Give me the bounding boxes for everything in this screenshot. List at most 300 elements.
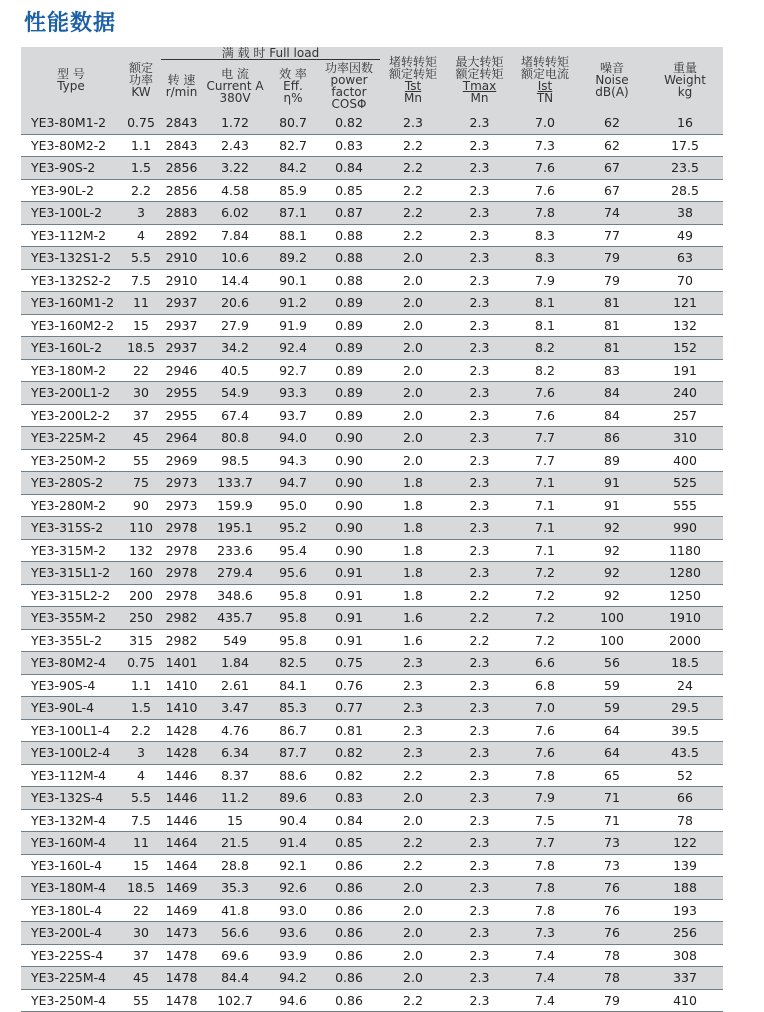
power-factor-cell: 0.90 (318, 449, 380, 472)
ist-ratio-cell: 7.6 (513, 404, 577, 427)
noise-cell: 91 (577, 472, 647, 495)
current-cell: 6.34 (202, 742, 268, 765)
efficiency-cell: 93.7 (268, 404, 318, 427)
power-factor-cell: 0.86 (318, 922, 380, 945)
type-cell: YE3-315L2-2 (21, 584, 121, 607)
tst-ratio-cell: 2.2 (380, 224, 446, 247)
speed-cell: 2892 (161, 224, 202, 247)
tmax-ratio-cell: 2.3 (446, 494, 513, 517)
weight-cell: 132 (647, 314, 723, 337)
noise-cell: 67 (577, 179, 647, 202)
noise-cell: 73 (577, 832, 647, 855)
power-factor-cell: 0.88 (318, 247, 380, 270)
speed-cell: 1446 (161, 787, 202, 810)
weight-cell: 191 (647, 359, 723, 382)
table-row (21, 629, 723, 652)
tmax-ratio-cell: 2.3 (446, 157, 513, 180)
tst-ratio-cell: 2.2 (380, 854, 446, 877)
ist-ratio-cell: 8.2 (513, 359, 577, 382)
speed-cell: 2856 (161, 179, 202, 202)
current-cell: 4.58 (202, 179, 268, 202)
table-row (21, 314, 723, 337)
table-row (21, 697, 723, 720)
tmax-ratio-cell: 2.3 (446, 382, 513, 405)
speed-cell: 1469 (161, 899, 202, 922)
power-factor-cell: 0.86 (318, 854, 380, 877)
power-factor-cell: 0.91 (318, 629, 380, 652)
type-cell: YE3-200L-4 (21, 922, 121, 945)
current-cell: 435.7 (202, 607, 268, 630)
power-factor-cell: 0.90 (318, 427, 380, 450)
ist-ratio-cell: 7.9 (513, 787, 577, 810)
tst-ratio-cell: 2.2 (380, 764, 446, 787)
power-factor-cell: 0.90 (318, 494, 380, 517)
current-cell: 348.6 (202, 584, 268, 607)
efficiency-cell: 87.7 (268, 742, 318, 765)
header-power-factor: 功率因数 power factor COSΦ (318, 60, 380, 113)
tst-ratio-cell: 2.0 (380, 247, 446, 270)
power-factor-cell: 0.84 (318, 157, 380, 180)
noise-cell: 74 (577, 202, 647, 225)
header-tst: 堵转转矩 额定转矩 Tst Mn (380, 47, 446, 112)
efficiency-cell: 92.6 (268, 877, 318, 900)
tmax-ratio-cell: 2.2 (446, 607, 513, 630)
efficiency-cell: 82.5 (268, 652, 318, 675)
tmax-ratio-cell: 2.2 (446, 584, 513, 607)
power-factor-cell: 0.85 (318, 832, 380, 855)
table-row (21, 112, 723, 134)
ist-ratio-cell: 7.6 (513, 742, 577, 765)
noise-cell: 67 (577, 157, 647, 180)
speed-cell: 2978 (161, 584, 202, 607)
tst-ratio-cell: 2.0 (380, 404, 446, 427)
tmax-ratio-cell: 2.3 (446, 359, 513, 382)
current-cell: 84.4 (202, 967, 268, 990)
type-cell: YE3-180L-4 (21, 899, 121, 922)
table-row (21, 832, 723, 855)
weight-cell: 1250 (647, 584, 723, 607)
noise-cell: 62 (577, 134, 647, 157)
table-row (21, 854, 723, 877)
efficiency-cell: 95.6 (268, 562, 318, 585)
table-row (21, 742, 723, 765)
power-factor-cell: 0.82 (318, 764, 380, 787)
power-factor-cell: 0.90 (318, 539, 380, 562)
tst-ratio-cell: 2.2 (380, 989, 446, 1012)
type-cell: YE3-90S-4 (21, 674, 121, 697)
noise-cell: 79 (577, 247, 647, 270)
efficiency-cell: 95.8 (268, 607, 318, 630)
header-type: 型 号 Type (21, 47, 121, 112)
power-factor-cell: 0.91 (318, 562, 380, 585)
ist-ratio-cell: 7.7 (513, 427, 577, 450)
tmax-ratio-cell: 2.3 (446, 922, 513, 945)
tst-ratio-cell: 2.2 (380, 157, 446, 180)
noise-cell: 89 (577, 449, 647, 472)
power-cell: 55 (121, 989, 161, 1012)
weight-cell: 193 (647, 899, 723, 922)
speed-cell: 2978 (161, 539, 202, 562)
tst-ratio-cell: 2.3 (380, 674, 446, 697)
ist-ratio-cell: 6.6 (513, 652, 577, 675)
tst-ratio-cell: 2.0 (380, 899, 446, 922)
weight-cell: 188 (647, 877, 723, 900)
current-cell: 67.4 (202, 404, 268, 427)
tmax-ratio-cell: 2.3 (446, 517, 513, 540)
speed-cell: 2843 (161, 134, 202, 157)
tmax-ratio-cell: 2.3 (446, 944, 513, 967)
table-row (21, 809, 723, 832)
table-row (21, 787, 723, 810)
ist-ratio-cell: 8.3 (513, 247, 577, 270)
tst-ratio-cell: 2.2 (380, 134, 446, 157)
noise-cell: 76 (577, 899, 647, 922)
power-factor-cell: 0.88 (318, 269, 380, 292)
ist-ratio-cell: 7.0 (513, 697, 577, 720)
weight-cell: 29.5 (647, 697, 723, 720)
table-row (21, 179, 723, 202)
weight-cell: 18.5 (647, 652, 723, 675)
power-cell: 7.5 (121, 269, 161, 292)
noise-cell: 92 (577, 539, 647, 562)
weight-cell: 152 (647, 337, 723, 360)
power-factor-cell: 0.87 (318, 202, 380, 225)
power-factor-cell: 0.89 (318, 359, 380, 382)
efficiency-cell: 95.4 (268, 539, 318, 562)
ist-ratio-cell: 6.8 (513, 674, 577, 697)
efficiency-cell: 94.2 (268, 967, 318, 990)
power-cell: 75 (121, 472, 161, 495)
speed-cell: 2937 (161, 292, 202, 315)
tst-ratio-cell: 2.0 (380, 449, 446, 472)
ist-ratio-cell: 7.4 (513, 944, 577, 967)
table-row (21, 472, 723, 495)
speed-cell: 2883 (161, 202, 202, 225)
type-cell: YE3-90S-2 (21, 157, 121, 180)
header-current: 电 流 Current A 380V (202, 60, 268, 113)
noise-cell: 84 (577, 404, 647, 427)
noise-cell: 83 (577, 359, 647, 382)
speed-cell: 2978 (161, 562, 202, 585)
power-cell: 11 (121, 832, 161, 855)
speed-cell: 2937 (161, 337, 202, 360)
table-row (21, 269, 723, 292)
efficiency-cell: 92.4 (268, 337, 318, 360)
power-cell: 5.5 (121, 787, 161, 810)
type-cell: YE3-200L1-2 (21, 382, 121, 405)
ist-ratio-cell: 7.9 (513, 269, 577, 292)
speed-cell: 1446 (161, 764, 202, 787)
speed-cell: 2843 (161, 112, 202, 134)
efficiency-cell: 80.7 (268, 112, 318, 134)
efficiency-cell: 93.3 (268, 382, 318, 405)
power-cell: 1.1 (121, 674, 161, 697)
tst-ratio-cell: 2.0 (380, 337, 446, 360)
tmax-ratio-cell: 2.3 (446, 719, 513, 742)
type-cell: YE3-132S2-2 (21, 269, 121, 292)
efficiency-cell: 94.3 (268, 449, 318, 472)
weight-cell: 1280 (647, 562, 723, 585)
tst-ratio-cell: 2.3 (380, 719, 446, 742)
type-cell: YE3-112M-4 (21, 764, 121, 787)
power-factor-cell: 0.76 (318, 674, 380, 697)
power-cell: 11 (121, 292, 161, 315)
ist-ratio-cell: 7.6 (513, 157, 577, 180)
tmax-ratio-cell: 2.3 (446, 697, 513, 720)
noise-cell: 76 (577, 922, 647, 945)
speed-cell: 2955 (161, 382, 202, 405)
type-cell: YE3-180M-2 (21, 359, 121, 382)
speed-cell: 1473 (161, 922, 202, 945)
power-cell: 132 (121, 539, 161, 562)
type-cell: YE3-80M2-4 (21, 652, 121, 675)
weight-cell: 990 (647, 517, 723, 540)
power-factor-cell: 0.89 (318, 404, 380, 427)
current-cell: 98.5 (202, 449, 268, 472)
weight-cell: 139 (647, 854, 723, 877)
noise-cell: 77 (577, 224, 647, 247)
header-efficiency: 效 率 Eff. η% (268, 60, 318, 113)
current-cell: 41.8 (202, 899, 268, 922)
power-factor-cell: 0.91 (318, 607, 380, 630)
power-factor-cell: 0.89 (318, 292, 380, 315)
power-cell: 1.5 (121, 157, 161, 180)
noise-cell: 78 (577, 944, 647, 967)
tmax-ratio-cell: 2.3 (446, 809, 513, 832)
power-cell: 55 (121, 449, 161, 472)
efficiency-cell: 95.2 (268, 517, 318, 540)
current-cell: 6.02 (202, 202, 268, 225)
noise-cell: 92 (577, 517, 647, 540)
ist-ratio-cell: 8.2 (513, 337, 577, 360)
efficiency-cell: 85.3 (268, 697, 318, 720)
power-factor-cell: 0.90 (318, 517, 380, 540)
table-row (21, 607, 723, 630)
current-cell: 8.37 (202, 764, 268, 787)
tst-ratio-cell: 2.0 (380, 427, 446, 450)
current-cell: 27.9 (202, 314, 268, 337)
noise-cell: 100 (577, 629, 647, 652)
tmax-ratio-cell: 2.2 (446, 629, 513, 652)
type-cell: YE3-90L-4 (21, 697, 121, 720)
tmax-ratio-cell: 2.3 (446, 247, 513, 270)
efficiency-cell: 90.4 (268, 809, 318, 832)
type-cell: YE3-160M2-2 (21, 314, 121, 337)
table-row (21, 989, 723, 1012)
weight-cell: 63 (647, 247, 723, 270)
power-factor-cell: 0.85 (318, 179, 380, 202)
tst-ratio-cell: 2.0 (380, 809, 446, 832)
current-cell: 3.22 (202, 157, 268, 180)
tst-ratio-cell: 1.8 (380, 517, 446, 540)
weight-cell: 240 (647, 382, 723, 405)
noise-cell: 78 (577, 967, 647, 990)
current-cell: 3.47 (202, 697, 268, 720)
header-power: 额定 功率 KW (121, 47, 161, 112)
efficiency-cell: 89.6 (268, 787, 318, 810)
noise-cell: 79 (577, 989, 647, 1012)
weight-cell: 70 (647, 269, 723, 292)
ist-ratio-cell: 7.6 (513, 719, 577, 742)
tmax-ratio-cell: 2.3 (446, 832, 513, 855)
noise-cell: 71 (577, 787, 647, 810)
power-factor-cell: 0.89 (318, 337, 380, 360)
tst-ratio-cell: 2.2 (380, 179, 446, 202)
ist-ratio-cell: 7.8 (513, 854, 577, 877)
power-cell: 30 (121, 922, 161, 945)
table-row (21, 584, 723, 607)
speed-cell: 2856 (161, 157, 202, 180)
efficiency-cell: 92.1 (268, 854, 318, 877)
speed-cell: 1478 (161, 989, 202, 1012)
noise-cell: 86 (577, 427, 647, 450)
ist-ratio-cell: 7.5 (513, 809, 577, 832)
noise-cell: 92 (577, 562, 647, 585)
speed-cell: 2910 (161, 269, 202, 292)
current-cell: 20.6 (202, 292, 268, 315)
speed-cell: 1428 (161, 742, 202, 765)
tst-ratio-cell: 2.0 (380, 382, 446, 405)
type-cell: YE3-315S-2 (21, 517, 121, 540)
current-cell: 279.4 (202, 562, 268, 585)
speed-cell: 1401 (161, 652, 202, 675)
current-cell: 2.61 (202, 674, 268, 697)
table-row (21, 764, 723, 787)
weight-cell: 555 (647, 494, 723, 517)
ist-ratio-cell: 8.3 (513, 224, 577, 247)
tmax-ratio-cell: 2.3 (446, 427, 513, 450)
speed-cell: 1469 (161, 877, 202, 900)
ist-ratio-cell: 7.0 (513, 112, 577, 134)
noise-cell: 81 (577, 314, 647, 337)
tmax-ratio-cell: 2.3 (446, 989, 513, 1012)
current-cell: 11.2 (202, 787, 268, 810)
weight-cell: 121 (647, 292, 723, 315)
noise-cell: 79 (577, 269, 647, 292)
table-row (21, 944, 723, 967)
type-cell: YE3-355M-2 (21, 607, 121, 630)
ist-ratio-cell: 8.1 (513, 314, 577, 337)
weight-cell: 310 (647, 427, 723, 450)
ist-ratio-cell: 8.1 (513, 292, 577, 315)
speed-cell: 1446 (161, 809, 202, 832)
efficiency-cell: 95.8 (268, 629, 318, 652)
noise-cell: 81 (577, 292, 647, 315)
header-full-load: 满 载 时 Full load (161, 47, 380, 60)
current-cell: 1.72 (202, 112, 268, 134)
header-weight: 重量 Weight kg (647, 47, 723, 112)
power-cell: 0.75 (121, 112, 161, 134)
power-factor-cell: 0.75 (318, 652, 380, 675)
weight-cell: 1910 (647, 607, 723, 630)
tst-ratio-cell: 1.6 (380, 607, 446, 630)
tst-ratio-cell: 1.6 (380, 629, 446, 652)
power-factor-cell: 0.89 (318, 382, 380, 405)
type-cell: YE3-180M-4 (21, 877, 121, 900)
ist-ratio-cell: 7.8 (513, 899, 577, 922)
ist-ratio-cell: 7.4 (513, 989, 577, 1012)
current-cell: 69.6 (202, 944, 268, 967)
table-row (21, 382, 723, 405)
weight-cell: 17.5 (647, 134, 723, 157)
weight-cell: 410 (647, 989, 723, 1012)
type-cell: YE3-112M-2 (21, 224, 121, 247)
tst-ratio-cell: 1.8 (380, 584, 446, 607)
tmax-ratio-cell: 2.3 (446, 764, 513, 787)
weight-cell: 122 (647, 832, 723, 855)
current-cell: 54.9 (202, 382, 268, 405)
noise-cell: 64 (577, 742, 647, 765)
power-cell: 3 (121, 202, 161, 225)
efficiency-cell: 85.9 (268, 179, 318, 202)
power-cell: 22 (121, 359, 161, 382)
speed-cell: 1464 (161, 832, 202, 855)
weight-cell: 78 (647, 809, 723, 832)
type-cell: YE3-160L-2 (21, 337, 121, 360)
power-cell: 3 (121, 742, 161, 765)
efficiency-cell: 91.2 (268, 292, 318, 315)
power-factor-cell: 0.82 (318, 112, 380, 134)
power-cell: 200 (121, 584, 161, 607)
weight-cell: 337 (647, 967, 723, 990)
current-cell: 1.84 (202, 652, 268, 675)
tst-ratio-cell: 2.3 (380, 112, 446, 134)
ist-ratio-cell: 7.3 (513, 134, 577, 157)
speed-cell: 2910 (161, 247, 202, 270)
power-factor-cell: 0.86 (318, 877, 380, 900)
efficiency-cell: 88.1 (268, 224, 318, 247)
current-cell: 233.6 (202, 539, 268, 562)
tst-ratio-cell: 2.0 (380, 314, 446, 337)
table-row (21, 719, 723, 742)
tst-ratio-cell: 2.0 (380, 292, 446, 315)
table-row (21, 337, 723, 360)
efficiency-cell: 90.1 (268, 269, 318, 292)
tst-ratio-cell: 2.0 (380, 967, 446, 990)
speed-cell: 1478 (161, 967, 202, 990)
power-cell: 45 (121, 427, 161, 450)
tst-ratio-cell: 1.8 (380, 539, 446, 562)
type-cell: YE3-80M1-2 (21, 112, 121, 134)
noise-cell: 56 (577, 652, 647, 675)
type-cell: YE3-315M-2 (21, 539, 121, 562)
power-factor-cell: 0.83 (318, 787, 380, 810)
ist-ratio-cell: 7.2 (513, 607, 577, 630)
type-cell: YE3-200L2-2 (21, 404, 121, 427)
table-row (21, 877, 723, 900)
tmax-ratio-cell: 2.3 (446, 742, 513, 765)
type-cell: YE3-280S-2 (21, 472, 121, 495)
efficiency-cell: 91.9 (268, 314, 318, 337)
table-row (21, 652, 723, 675)
tmax-ratio-cell: 2.3 (446, 854, 513, 877)
tmax-ratio-cell: 2.3 (446, 269, 513, 292)
speed-cell: 2982 (161, 629, 202, 652)
tst-ratio-cell: 2.3 (380, 697, 446, 720)
power-cell: 22 (121, 899, 161, 922)
efficiency-cell: 86.7 (268, 719, 318, 742)
header-ist: 堵转转矩 额定电流 Ist TN (513, 47, 577, 112)
power-factor-cell: 0.83 (318, 134, 380, 157)
header-tmax: 最大转矩 额定转矩 Tmax Mn (446, 47, 513, 112)
noise-cell: 59 (577, 674, 647, 697)
table-row (21, 202, 723, 225)
ist-ratio-cell: 7.2 (513, 584, 577, 607)
ist-ratio-cell: 7.1 (513, 539, 577, 562)
tmax-ratio-cell: 2.3 (446, 314, 513, 337)
speed-cell: 2978 (161, 517, 202, 540)
weight-cell: 257 (647, 404, 723, 427)
